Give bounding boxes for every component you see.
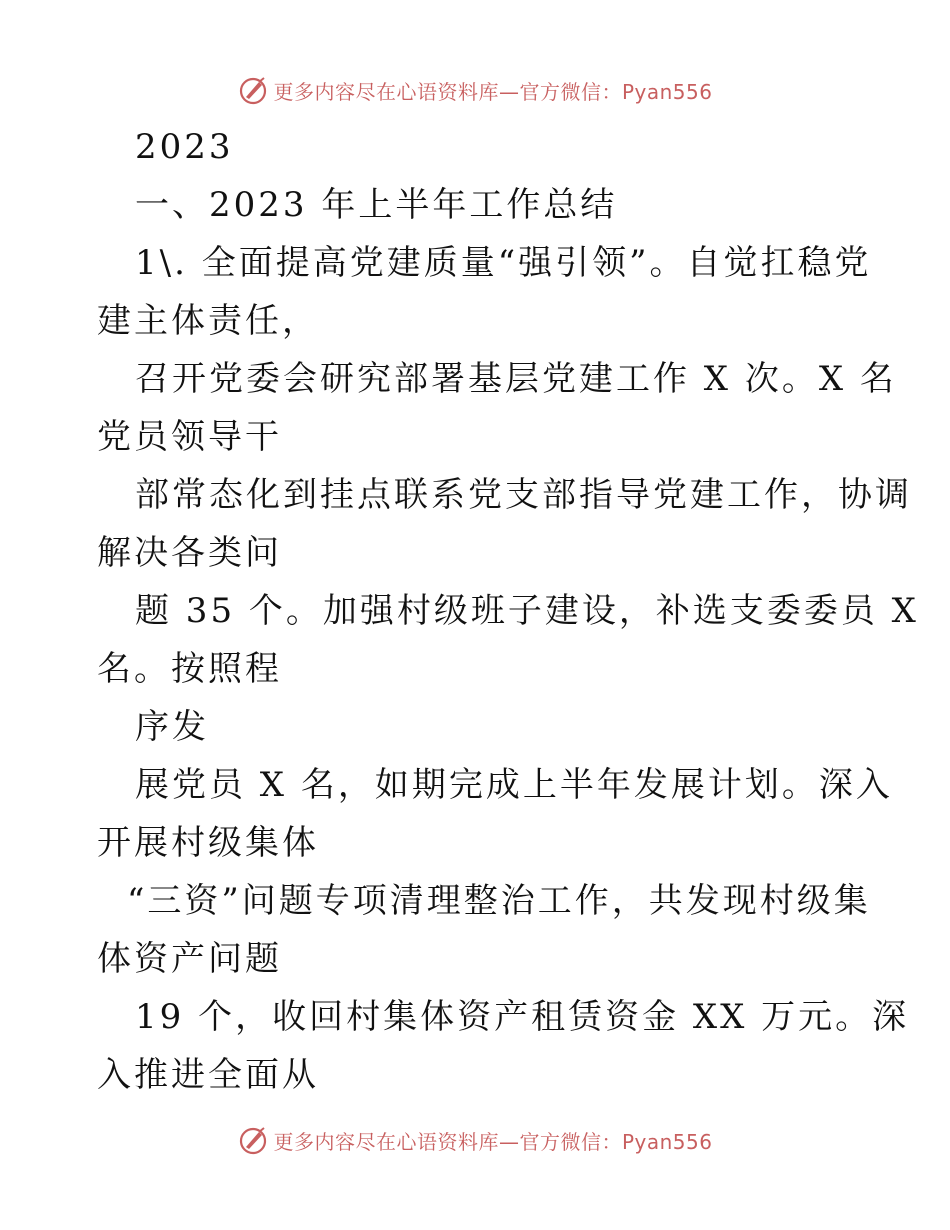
text-line: 题 35 个。加强村级班子建设，补选支委委员 X [135,591,919,631]
text-line: “三资”问题专项清理整治工作，共发现村级集 [127,881,871,921]
watermark-text: 更多内容尽在心语资料库—官方微信：Pyan556 [273,79,713,104]
text-line: 19 个，收回村集体资产租赁资金 XX 万元。深 [135,997,910,1037]
text-line: 党员领导干 [97,417,282,457]
text-line: 展党员 X 名，如期完成上半年发展计划。深入 [135,765,893,805]
text-line: 解决各类问 [97,533,282,573]
text-line: 体资产问题 [97,939,282,979]
footer-watermark [0,1120,950,1160]
text-line: 建主体责任， [97,301,319,341]
text-line: 序发 [135,707,209,747]
quill-pen-logo-icon [237,74,269,106]
section-heading: 一、2023 年上半年工作总结 [135,185,618,225]
text-line: 入推进全面从 [97,1055,319,1095]
text-line: 2023 [135,127,234,167]
watermark-text: 更多内容尽在心语资料库—官方微信：Pyan556 [273,1129,713,1154]
quill-pen-logo-icon [237,1124,269,1156]
header-watermark [0,70,950,110]
text-line: 名。按照程 [97,649,282,689]
text-line: 1\. 全面提高党建质量“强引领”。自觉扛稳党 [135,243,872,283]
document-body [97,118,919,1104]
text-line: 开展村级集体 [97,823,319,863]
text-line: 召开党委会研究部署基层党建工作 X 次。X 名 [135,359,897,399]
text-line: 部常态化到挂点联系党支部指导党建工作，协调 [135,475,912,515]
